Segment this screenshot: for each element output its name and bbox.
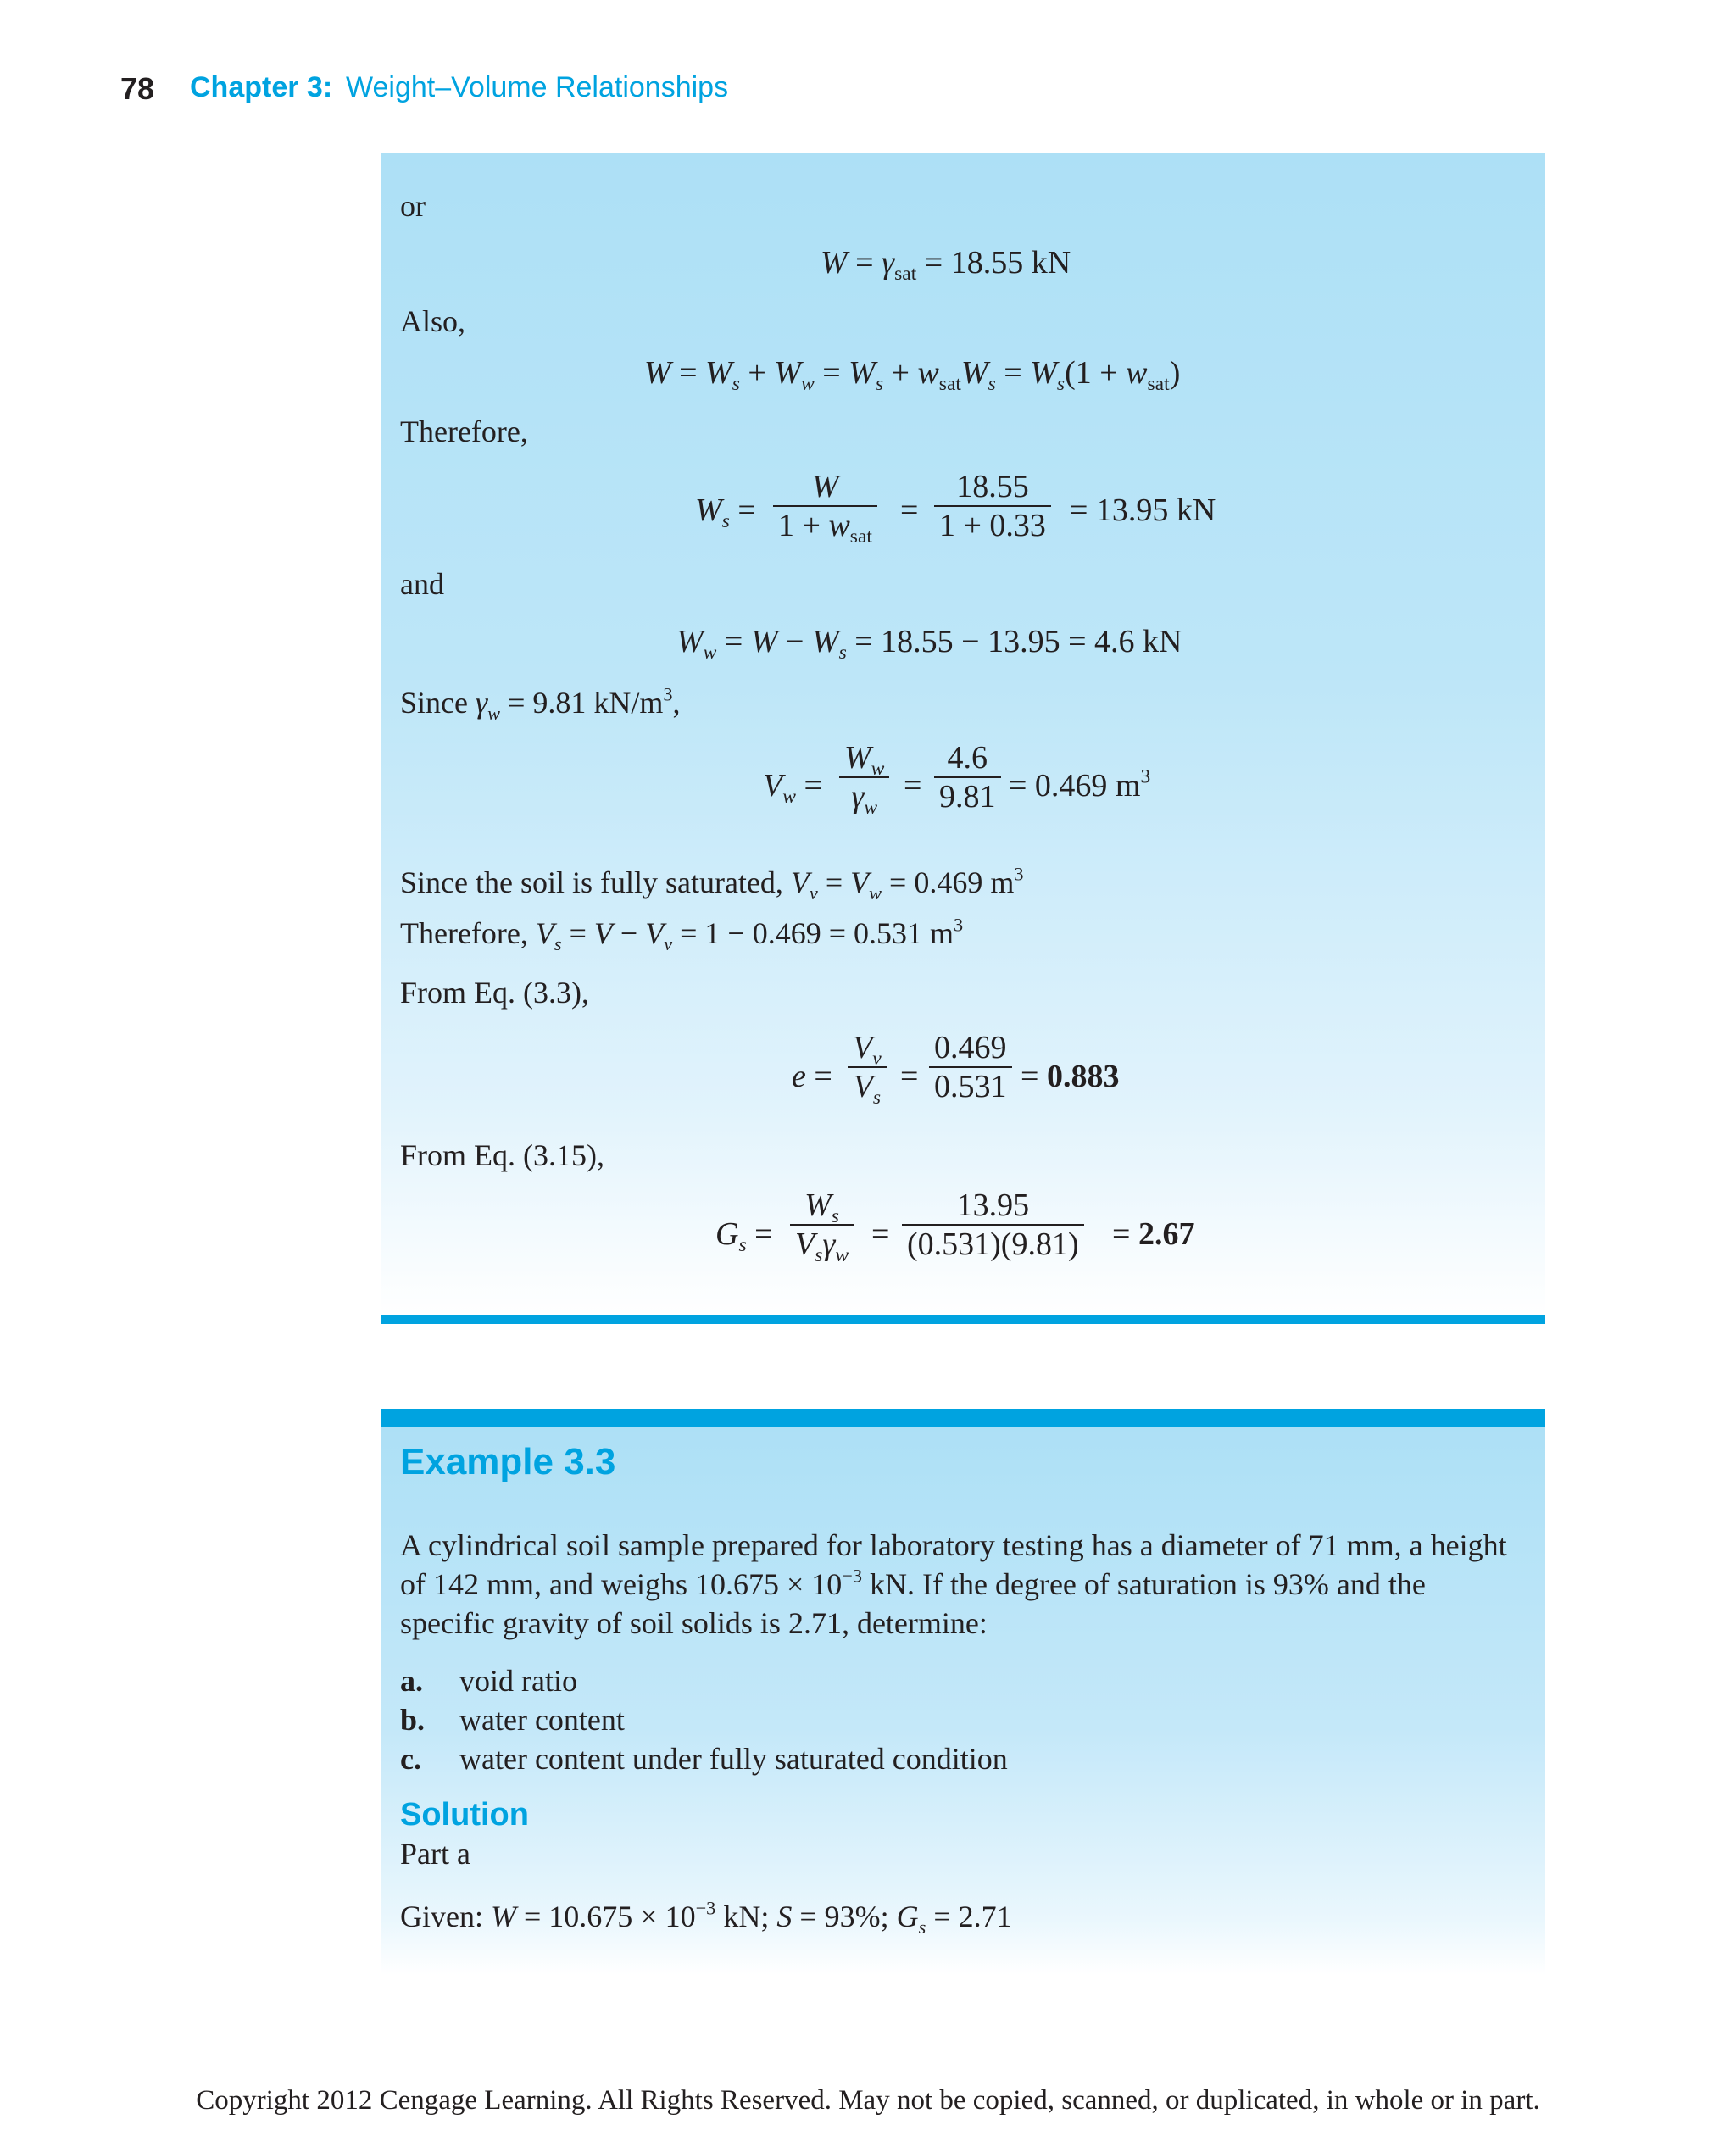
text-or: or <box>400 189 426 223</box>
equals-sign: = <box>904 768 922 804</box>
equation-ww: $W_w = W - W_s = 18.55 - 13.95 = 4.6$ kN <box>676 624 1182 665</box>
equation-e-lhs: e = <box>792 1059 832 1094</box>
text-since-gamma: Since $\gamma_w = 9.81$ $kN/m^3$, <box>400 683 681 724</box>
equation-ww-rhs: = 18.55 − 13.95 = 4.6 kN <box>854 624 1182 659</box>
fraction-vw-1: $W_w$ $\gamma_w$ <box>839 739 889 815</box>
example-box <box>381 1427 1545 1975</box>
equation-gs-result: = 2.67 <box>1112 1216 1195 1252</box>
equation-vw-lhs: $V_w$ = <box>763 768 822 809</box>
page-number: 78 <box>120 71 155 106</box>
equation-vw-result: = 0.469 $m^3$ <box>1009 765 1151 804</box>
copyright-footer: Copyright 2012 Cengage Learning. All Rights Reserved. May not be copied, scanned, or duplicated, in whole or in part. <box>196 2085 1540 2116</box>
equation-gs-lhs: $G_s$ = <box>715 1216 773 1257</box>
example-problem-text: A cylindrical soil sample prepared for laboratory testing has a diameter of 71 mm, a height of 142 mm, and weighs $10.675 \times 10^{-3}$ kN. If the degree of saturation is 93% and the specific gravity of soil solids is 2.71, determine: <box>400 1528 1507 1640</box>
text-from-eq-3-3: From Eq. (3.3), <box>400 976 589 1010</box>
equation-w: $W = \gamma_{sat} = 18.55$ kN <box>821 245 1071 286</box>
text-also: Also, <box>400 304 466 338</box>
part-label: Part a <box>400 1837 470 1871</box>
example-title: Example 3.3 <box>400 1441 616 1482</box>
equation-w-sum: $W = W_s + W_w = W_s + w_{sat}W_s = W_s(1 + w_{sat})$ <box>644 355 1181 396</box>
list-item-a: a. void ratio <box>400 1664 577 1698</box>
list-item-b: b. water content <box>400 1703 625 1737</box>
text-therefore-1: Therefore, <box>400 414 528 448</box>
fraction-e-2: 0.469 0.531 <box>929 1029 1012 1105</box>
given-line: Given: $W = 10.675 \times 10^{-3}$ kN; S = 93%; $G_s = 2.71$ <box>400 1897 1012 1938</box>
equation-w-rhs: 18.55 kN <box>950 245 1071 281</box>
list-item-c: c. water content under fully saturated condition <box>400 1742 1008 1776</box>
fraction-gs-1: $W_s$ $V_s\gamma_w$ <box>790 1187 854 1263</box>
equation-ws-lhs: $W_s$ = <box>695 492 756 533</box>
equation-e-result: = 0.883 <box>1021 1059 1120 1094</box>
text-from-eq-3-15: From Eq. (3.15), <box>400 1138 604 1172</box>
equals-sign: = <box>900 1059 919 1094</box>
text-therefore-vs: Therefore, $V_s = V - V_v = 1 - 0.469 = 0.531$ $m^3$ <box>400 914 964 954</box>
equation-ws-result: = 13.95 kN <box>1070 492 1216 528</box>
fraction-ws-1: W $1 + w_{sat}$ <box>773 468 877 544</box>
box-divider <box>381 1315 1545 1324</box>
example-top-rule <box>381 1409 1545 1427</box>
chapter-title: Weight–Volume Relationships <box>346 71 729 103</box>
fraction-gs-2: 13.95 (0.531)(9.81) <box>902 1187 1084 1263</box>
fraction-e-1: $V_v$ $V_s$ <box>848 1029 887 1105</box>
solution-heading: Solution <box>400 1797 529 1833</box>
chapter-label: Chapter 3: <box>190 71 333 103</box>
fraction-ws-2: 18.55 1 + 0.33 <box>934 468 1051 544</box>
fraction-vw-2: 4.6 9.81 <box>934 739 1001 815</box>
equals-sign: = <box>900 492 919 528</box>
equals-sign: = <box>871 1216 890 1252</box>
text-and: and <box>400 567 444 601</box>
text-saturated: Since the soil is fully saturated, $V_v = V_w = 0.469$ $m^3$ <box>400 863 1024 904</box>
